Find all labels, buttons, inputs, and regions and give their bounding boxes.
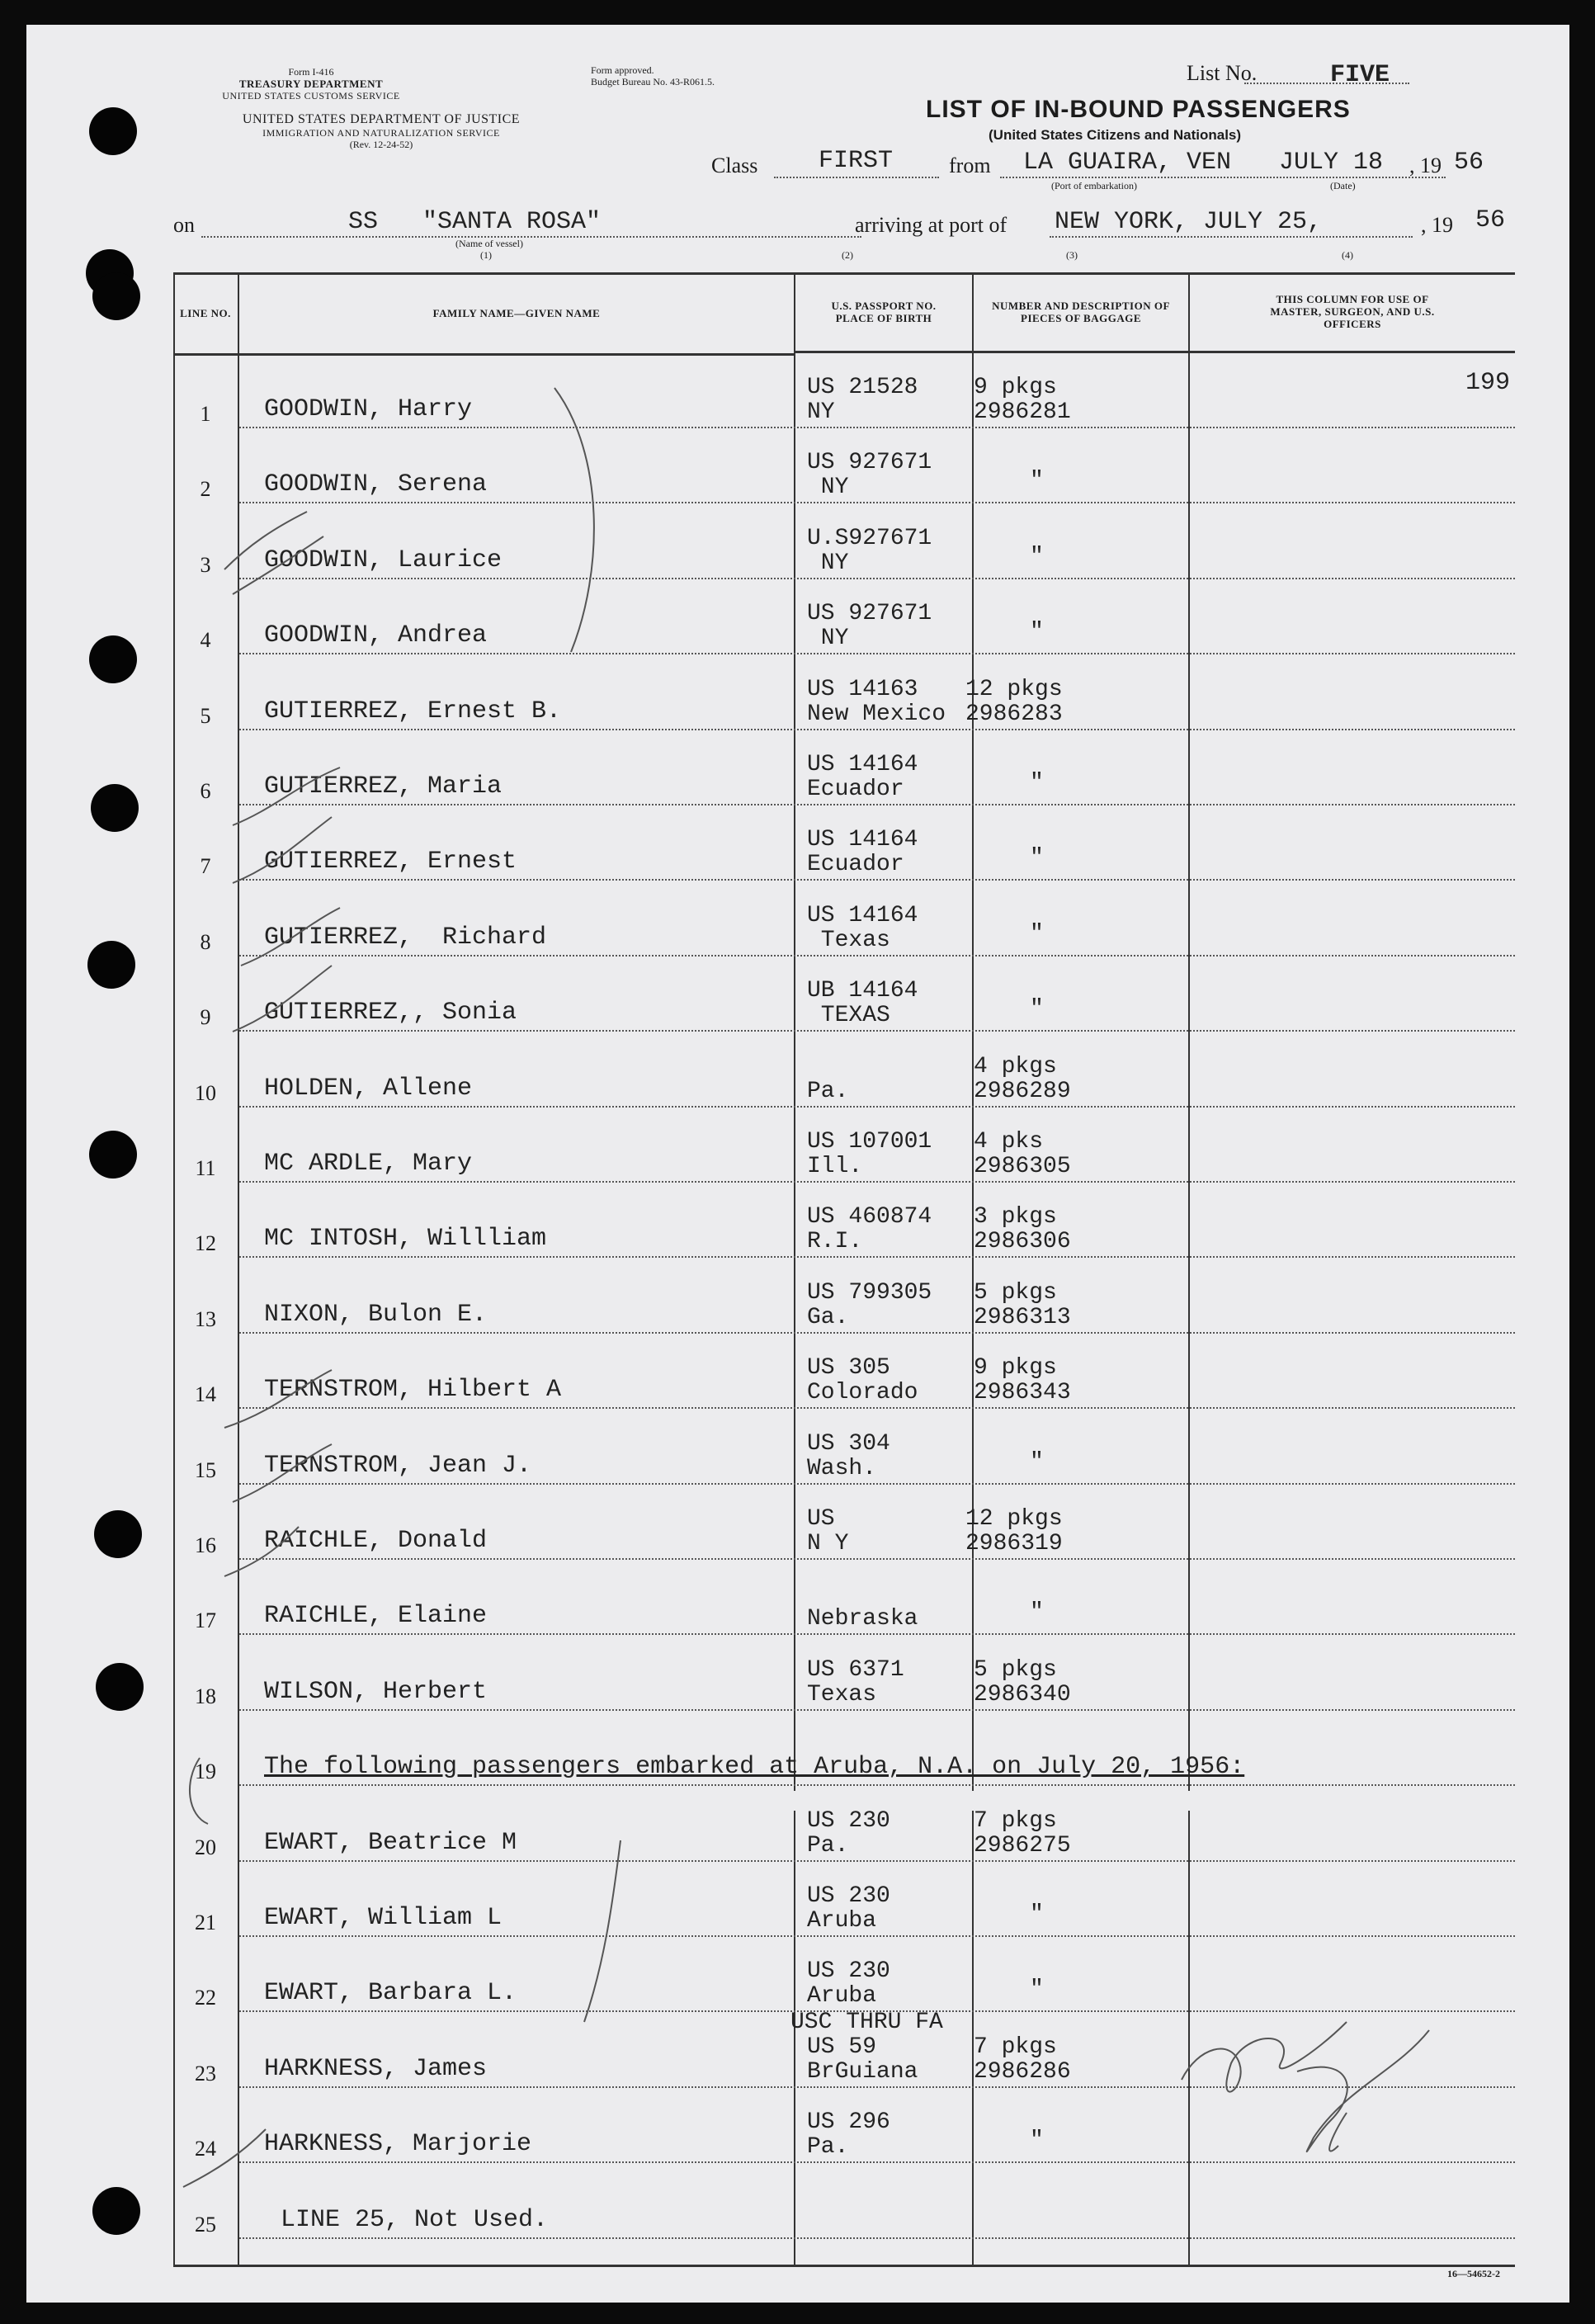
line-number: 20 bbox=[195, 1835, 216, 1859]
unused-line-note: LINE 25, Not Used. bbox=[281, 2205, 549, 2234]
passenger-name: WILSON, Herbert bbox=[264, 1677, 488, 1706]
year-prefix-2: , 19 bbox=[1421, 213, 1453, 237]
passenger-name: GUTIERREZ, Ernest B. bbox=[264, 697, 562, 725]
passenger-name: NIXON, Bulon E. bbox=[264, 1300, 488, 1329]
on-label: on bbox=[173, 213, 195, 237]
passenger-name: MC ARDLE, Mary bbox=[264, 1150, 473, 1178]
baggage-count: 5 pkgs bbox=[974, 1656, 1057, 1683]
line-number: 25 bbox=[195, 2212, 216, 2237]
place-of-birth: N Y bbox=[807, 1531, 849, 1556]
passport-number: US 14164 bbox=[807, 752, 918, 777]
ins-label: IMMIGRATION AND NATURALIZATION SERVICE bbox=[262, 127, 500, 139]
passenger-name: GUTIERREZ, Maria bbox=[264, 772, 503, 801]
passport-number: US 14164 bbox=[807, 902, 918, 928]
ditto-mark: " bbox=[1030, 770, 1044, 796]
baggage-tag: 2986281 bbox=[974, 399, 1071, 425]
line-number: 16 bbox=[195, 1533, 216, 1557]
vessel-name: SS "SANTA ROSA" bbox=[348, 208, 602, 236]
list-no-value: FIVE bbox=[1330, 61, 1390, 89]
place-of-birth: TEXAS bbox=[807, 1003, 890, 1029]
passport-number: US 230 bbox=[807, 1958, 890, 1985]
place-of-birth: Pa. bbox=[807, 1832, 849, 1859]
port-embarkation-caption: (Port of embarkation) bbox=[1051, 180, 1137, 191]
place-of-birth: Aruba bbox=[807, 1983, 877, 2010]
ditto-mark: " bbox=[1030, 920, 1044, 947]
place-of-birth: Pa. bbox=[807, 2134, 849, 2161]
header-line-no: LINE NO. bbox=[173, 272, 238, 356]
line-number: 4 bbox=[200, 628, 211, 653]
customs-label: UNITED STATES CUSTOMS SERVICE bbox=[222, 90, 400, 102]
ditto-mark: " bbox=[1030, 996, 1044, 1023]
year-prefix: , 19 bbox=[1409, 154, 1442, 177]
place-of-birth: BrGuiana bbox=[807, 2058, 918, 2085]
treasury-label: TREASURY DEPARTMENT bbox=[238, 78, 384, 90]
passenger-name: EWART, Barbara L. bbox=[264, 1979, 517, 2008]
form-approved-label: Form approved. bbox=[591, 64, 654, 76]
baggage-count: 5 pkgs bbox=[974, 1279, 1057, 1306]
baggage-tag: 2986343 bbox=[974, 1380, 1071, 1406]
ditto-mark: " bbox=[1030, 2128, 1044, 2154]
passenger-name: TERNSTROM, Jean J. bbox=[264, 1451, 532, 1480]
passport-number: US 6371 bbox=[807, 1656, 904, 1683]
passenger-name: GUTIERREZ, Ernest bbox=[264, 848, 517, 876]
passport-number: US 799305 bbox=[807, 1279, 932, 1306]
header-baggage: NUMBER AND DESCRIPTION OF PIECES OF BAGGAGE bbox=[974, 272, 1188, 353]
baggage-count: 7 pkgs bbox=[974, 1807, 1057, 1834]
line-number: 23 bbox=[195, 2061, 216, 2085]
col-caption-2: (2) bbox=[842, 249, 853, 261]
line-number: 3 bbox=[200, 552, 211, 577]
passenger-name: GUTIERREZ,, Sonia bbox=[264, 999, 517, 1027]
form-number: Form I-416 bbox=[288, 66, 334, 78]
arriving-value: NEW YORK, JULY 25, bbox=[1055, 208, 1323, 236]
officer-note: 199 bbox=[1465, 369, 1511, 397]
baggage-tag: 2986306 bbox=[974, 1229, 1071, 1255]
list-no-label: List No. bbox=[1187, 61, 1258, 85]
line-number: 14 bbox=[195, 1382, 216, 1407]
place-of-birth: Nebraska bbox=[807, 1606, 918, 1632]
baggage-tag: 2986340 bbox=[974, 1681, 1071, 1708]
header-name: FAMILY NAME—GIVEN NAME bbox=[239, 272, 794, 356]
passenger-name: HARKNESS, Marjorie bbox=[264, 2130, 532, 2159]
line-number: 7 bbox=[200, 854, 211, 879]
ditto-mark: " bbox=[1030, 1599, 1044, 1626]
line-number: 9 bbox=[200, 1005, 211, 1030]
line-number: 11 bbox=[195, 1156, 216, 1180]
embarkation-note: The following passengers embarked at Aruba, N.A. on July 20, 1956: bbox=[264, 1753, 1245, 1782]
place-of-birth: Ecuador bbox=[807, 777, 904, 802]
vessel-caption: (Name of vessel) bbox=[455, 238, 523, 249]
handwritten-marks bbox=[26, 25, 1569, 2303]
line-number: 17 bbox=[195, 1608, 216, 1633]
passport-number: US 14163 bbox=[807, 676, 918, 702]
baggage-count: 3 pkgs bbox=[974, 1204, 1057, 1230]
ditto-mark: " bbox=[1030, 1901, 1044, 1927]
date-caption: (Date) bbox=[1330, 180, 1356, 191]
line-number: 19 bbox=[195, 1760, 216, 1784]
col-caption-3: (3) bbox=[1066, 249, 1078, 261]
passport-number: US 14164 bbox=[807, 827, 918, 853]
revision-label: (Rev. 12-24-52) bbox=[349, 139, 413, 150]
place-of-birth: Colorado bbox=[807, 1380, 918, 1406]
baggage-count: 9 pkgs bbox=[974, 375, 1057, 400]
passport-number: U.S927671 bbox=[807, 525, 932, 551]
budget-bureau-label: Budget Bureau No. 43-R061.5. bbox=[591, 76, 715, 87]
ditto-mark: " bbox=[1030, 468, 1044, 494]
place-of-birth: Aruba bbox=[807, 1908, 877, 1934]
line-number: 18 bbox=[195, 1684, 216, 1708]
ditto-mark: " bbox=[1030, 619, 1044, 645]
line-number: 24 bbox=[195, 2137, 216, 2161]
passenger-name: GUTIERREZ, Richard bbox=[264, 923, 547, 952]
header-officers: THIS COLUMN FOR USE OF MASTER, SURGEON, AND U.S. OFFICERS bbox=[1190, 272, 1515, 353]
place-of-birth: NY bbox=[807, 550, 849, 576]
form-subtitle: (United States Citizens and Nationals) bbox=[989, 127, 1242, 143]
from-label: from bbox=[949, 154, 991, 177]
line-number: 8 bbox=[200, 929, 211, 954]
passport-note: USC THRU FA bbox=[790, 2009, 943, 2035]
place-of-birth: R.I. bbox=[807, 1229, 863, 1255]
passenger-name: EWART, Beatrice M bbox=[264, 1828, 517, 1857]
ditto-mark: " bbox=[1030, 1977, 1044, 2003]
line-number: 1 bbox=[200, 402, 211, 426]
baggage-count: 12 pkgs bbox=[965, 676, 1063, 702]
passport-number: US 296 bbox=[807, 2109, 890, 2136]
place-of-birth: NY bbox=[807, 399, 835, 425]
baggage-count: 12 pkgs bbox=[965, 1506, 1063, 1532]
from-date-value: JULY 18 bbox=[1279, 149, 1384, 177]
place-of-birth: New Mexico bbox=[807, 701, 946, 727]
passenger-name: GOODWIN, Andrea bbox=[264, 621, 488, 650]
line-number: 2 bbox=[200, 477, 211, 502]
place-of-birth: Ill. bbox=[807, 1154, 863, 1179]
passenger-name: RAICHLE, Elaine bbox=[264, 1602, 488, 1631]
passenger-name: GOODWIN, Serena bbox=[264, 470, 488, 499]
passenger-name: RAICHLE, Donald bbox=[264, 1527, 488, 1555]
passport-number: US 927671 bbox=[807, 450, 932, 476]
baggage-tag: 2986286 bbox=[974, 2058, 1071, 2085]
passport-number: US 21528 bbox=[807, 375, 918, 400]
col-caption-1: (1) bbox=[480, 249, 492, 261]
passport-number: US 59 bbox=[807, 2034, 877, 2060]
baggage-count: 9 pkgs bbox=[974, 1355, 1057, 1382]
passport-number: US 927671 bbox=[807, 601, 932, 627]
line-number: 6 bbox=[200, 779, 211, 803]
baggage-tag: 2986275 bbox=[974, 1832, 1071, 1859]
baggage-count: 4 pks bbox=[974, 1129, 1044, 1155]
place-of-birth: Pa. bbox=[807, 1078, 849, 1104]
place-of-birth: Texas bbox=[807, 1681, 877, 1708]
line-number: 15 bbox=[195, 1457, 216, 1482]
passenger-name: GOODWIN, Harry bbox=[264, 395, 473, 423]
baggage-tag: 2986305 bbox=[974, 1154, 1071, 1179]
class-label: Class bbox=[711, 154, 758, 177]
passenger-name: HARKNESS, James bbox=[264, 2054, 488, 2083]
passport-number: US 230 bbox=[807, 1883, 890, 1909]
footer-code: 16—54652-2 bbox=[1447, 2268, 1500, 2279]
form-title: LIST OF IN-BOUND PASSENGERS bbox=[926, 96, 1351, 123]
line-number: 5 bbox=[200, 703, 211, 728]
class-value: FIRST bbox=[819, 147, 894, 175]
passport-number: US 107001 bbox=[807, 1129, 932, 1155]
passenger-name: MC INTOSH, Willliam bbox=[264, 1225, 547, 1254]
place-of-birth: Ga. bbox=[807, 1304, 849, 1330]
line-number: 22 bbox=[195, 1986, 216, 2010]
passenger-name: HOLDEN, Allene bbox=[264, 1074, 473, 1103]
passport-number: US 304 bbox=[807, 1430, 890, 1457]
passenger-name: GOODWIN, Laurice bbox=[264, 546, 503, 574]
baggage-tag: 2986289 bbox=[974, 1078, 1071, 1104]
baggage-count: 4 pkgs bbox=[974, 1053, 1057, 1079]
from-value: LA GUAIRA, VEN bbox=[1023, 149, 1232, 177]
justice-label: UNITED STATES DEPARTMENT OF JUSTICE bbox=[242, 112, 521, 126]
place-of-birth: NY bbox=[807, 626, 849, 652]
line-number: 21 bbox=[195, 1911, 216, 1934]
year-value-2: 56 bbox=[1475, 206, 1506, 234]
header-passport: U.S. PASSPORT NO. PLACE OF BIRTH bbox=[795, 272, 972, 353]
line-number: 12 bbox=[195, 1231, 216, 1256]
ditto-mark: " bbox=[1030, 1448, 1044, 1475]
passport-number: US 460874 bbox=[807, 1204, 932, 1230]
line-number: 13 bbox=[195, 1306, 216, 1331]
manifest-page bbox=[26, 25, 1569, 2303]
place-of-birth: Wash. bbox=[807, 1455, 877, 1481]
passport-number: US 305 bbox=[807, 1355, 890, 1382]
place-of-birth: Ecuador bbox=[807, 852, 904, 878]
passenger-name: TERNSTROM, Hilbert A bbox=[264, 1376, 562, 1405]
passport-number: US bbox=[807, 1506, 835, 1532]
place-of-birth: Texas bbox=[807, 927, 890, 953]
col-caption-4: (4) bbox=[1342, 249, 1353, 261]
passport-number: UB 14164 bbox=[807, 978, 918, 1004]
passport-number: US 230 bbox=[807, 1807, 890, 1834]
ditto-mark: " bbox=[1030, 543, 1044, 569]
baggage-count: 7 pkgs bbox=[974, 2034, 1057, 2060]
arriving-label: arriving at port of bbox=[855, 213, 1007, 237]
baggage-tag: 2986283 bbox=[965, 701, 1063, 727]
ditto-mark: " bbox=[1030, 845, 1044, 872]
baggage-tag: 2986313 bbox=[974, 1304, 1071, 1330]
baggage-tag: 2986319 bbox=[965, 1531, 1063, 1556]
passenger-name: EWART, William L bbox=[264, 1904, 503, 1932]
line-number: 10 bbox=[195, 1080, 216, 1105]
place-of-birth: NY bbox=[807, 475, 849, 501]
year-value-1: 56 bbox=[1454, 149, 1484, 177]
